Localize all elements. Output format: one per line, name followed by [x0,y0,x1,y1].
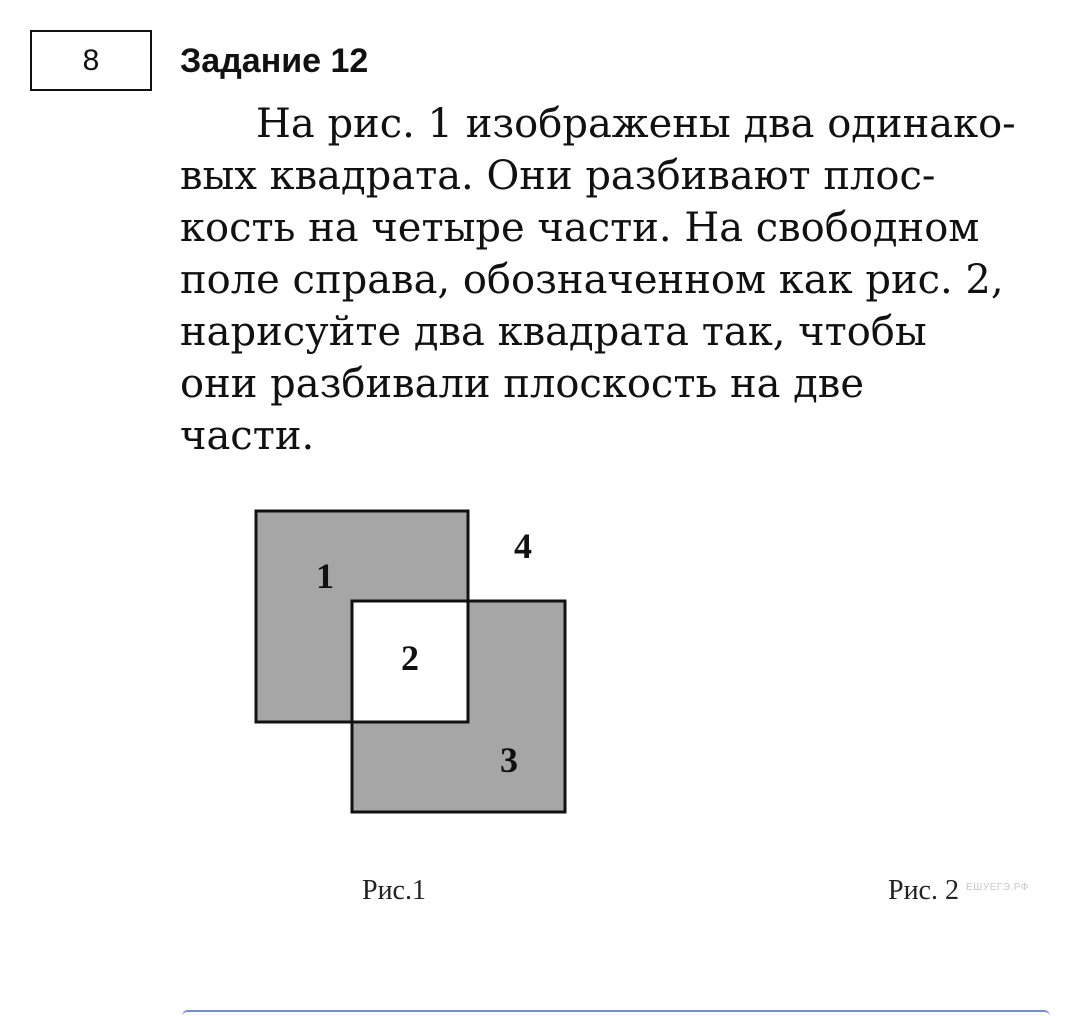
region-label-2: 2 [401,638,419,678]
statement-line: На рис. 1 изображены два одинако- [256,101,1016,147]
task-title: Задание 12 [180,42,369,80]
statement-line: кость на четыре части. На свободном [180,205,980,251]
bottom-frame-edge [182,1010,1050,1016]
region-label-1: 1 [316,556,334,596]
figure-2-caption: Рис. 2 [888,875,959,906]
figure-1-caption: Рис.1 [362,875,426,906]
statement-line: они разбивали плоскость на две [180,361,864,407]
region-label-3: 3 [500,740,518,780]
region-label-4: 4 [514,526,532,566]
statement-line: части. [180,413,315,459]
task-number: 8 [82,43,100,77]
watermark: ЕШУЕГЭ.РФ [966,882,1029,893]
statement-line: нарисуйте два квадрата так, чтобы [180,309,927,355]
statement-line: поле справа, обозначенном как рис. 2, [180,257,1004,303]
statement-line: вых квадрата. Они разбивают плос- [180,153,936,199]
